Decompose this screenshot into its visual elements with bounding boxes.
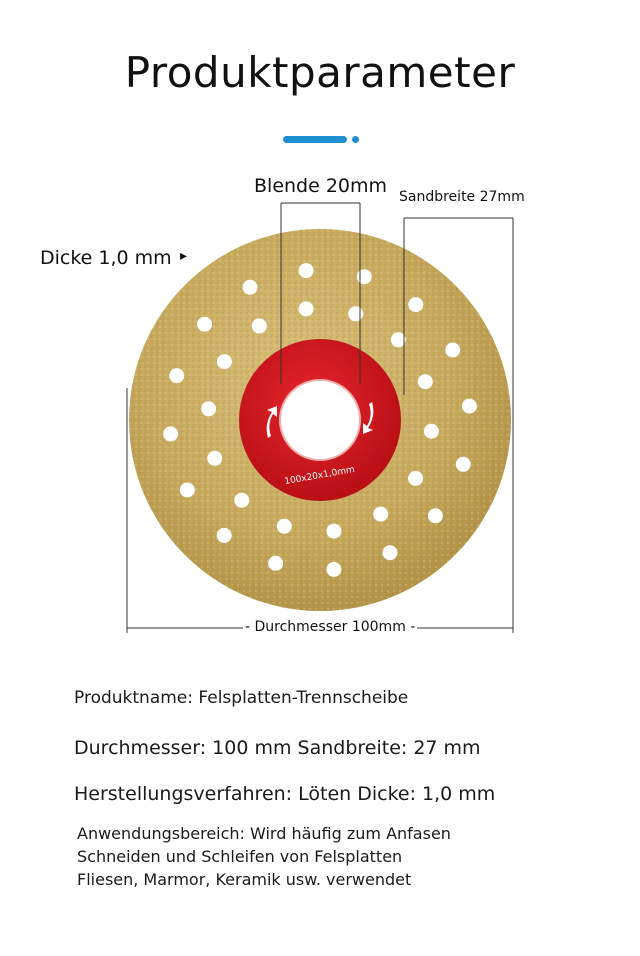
page-title: Produktparameter: [124, 48, 516, 97]
spec-usage: [77, 822, 451, 891]
title-underline-bar: [283, 136, 347, 143]
disc-hole: [169, 368, 184, 383]
disc-hole: [456, 457, 471, 472]
disc-hole: [243, 280, 258, 295]
disc-hole: [408, 471, 423, 486]
disc-hole: [357, 269, 372, 284]
disc-hole: [408, 297, 423, 312]
spec-process-thickness: Herstellungsverfahren: Löten Dicke: 1,0 mm: [74, 783, 496, 805]
disc-hole: [299, 263, 314, 278]
disc-hole: [217, 528, 232, 543]
label-blende: Blende 20mm: [254, 175, 388, 197]
disc-hole: [326, 562, 341, 577]
disc-hole: [234, 493, 249, 508]
disc-hole: [445, 343, 460, 358]
disc-hole: [277, 519, 292, 534]
spec-usage-line: Schneiden und Schleifen von Felsplatten: [77, 847, 403, 866]
disc-hole: [428, 508, 443, 523]
disc-hole: [163, 426, 178, 441]
label-sandbreite: Sandbreite 27mm: [399, 189, 525, 205]
disc-hole: [462, 399, 477, 414]
disc-hole: [252, 318, 267, 333]
disc-hole: [197, 317, 212, 332]
spec-usage-line: Anwendungsbereich: Wird häufig zum Anfasen: [77, 824, 451, 843]
disc-hole: [207, 451, 222, 466]
spec-usage-line: Fliesen, Marmor, Keramik usw. verwendet: [77, 870, 412, 889]
cutting-disc-diagram: [0, 160, 640, 660]
disc-hole: [180, 483, 195, 498]
disc-hole: [373, 507, 388, 522]
disc-hole: [348, 306, 363, 321]
disc-hole: [326, 524, 341, 539]
spec-product-name: Produktname: Felsplatten-Trennscheibe: [74, 688, 409, 708]
disc-hole: [268, 556, 283, 571]
disc-hole: [383, 545, 398, 560]
disc-hole: [424, 424, 439, 439]
disc-hole: [391, 332, 406, 347]
label-durchmesser: - Durchmesser 100mm -: [245, 619, 416, 635]
disc-hole: [217, 354, 232, 369]
dicke-arrow-icon: ▸: [180, 248, 188, 264]
spec-diameter-sandwidth: Durchmesser: 100 mm Sandbreite: 27 mm: [74, 737, 481, 759]
disc-hole: [201, 401, 216, 416]
disc-hole: [299, 301, 314, 316]
label-dicke: Dicke 1,0 mm: [40, 247, 172, 269]
title-underline-dot: [352, 136, 359, 143]
disc-imprint: 100x20x1,0mm: [283, 464, 356, 488]
disc-hole: [418, 374, 433, 389]
